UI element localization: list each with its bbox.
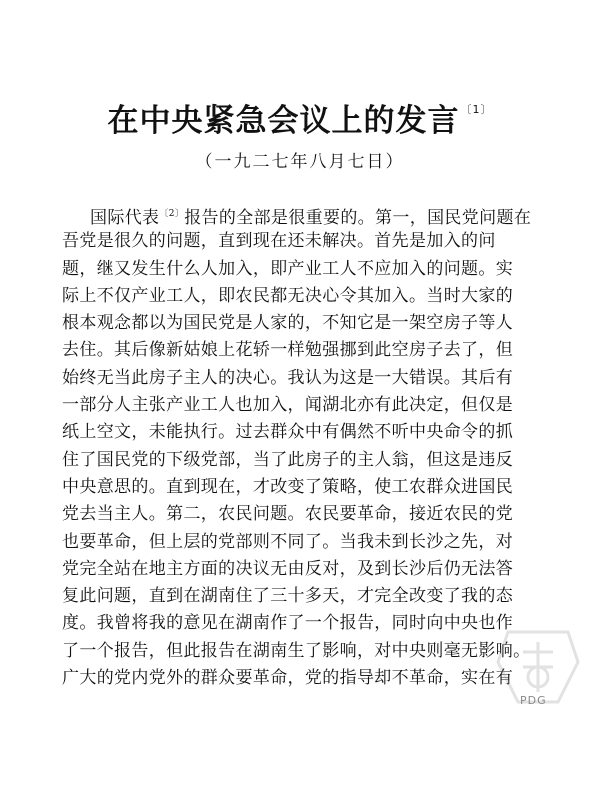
text-line: 也要革命，但上层的党部则不同了。当我未到长沙之先，对 — [62, 531, 514, 552]
watermark-icon — [498, 632, 578, 702]
text-line: 始终无当此房子主人的决心。我认为这是一大错误。其后有 — [62, 367, 514, 388]
watermark-label: PDG — [520, 694, 547, 707]
text-segment: 国际代表 — [90, 208, 160, 228]
text-line: 中央意思的。直到现在，才改变了策略，使工农群众进国民 — [62, 476, 514, 497]
text-line: 党去当主人。第二，农民问题。农民要革命，接近农民的党 — [62, 504, 514, 525]
text-line: 党完全站在地主方面的决议无由反对，及到长沙后仍无法答 — [62, 558, 514, 579]
title-footnote-ref: 〔1〕 — [460, 103, 493, 116]
text-line: 一部分人主张产业工人也加入，闻湖北亦有此决定，但仅是 — [62, 395, 514, 416]
text-line — [62, 201, 552, 228]
page-title — [0, 88, 600, 143]
text-line: 广大的党内党外的群众要革命，党的指导却不革命，实在有 — [62, 668, 514, 689]
text-line: 了一个报告，但此报告在湖南生了影响，对中央则毫无影响。 — [62, 640, 531, 661]
text-line: 吾党是很久的问题，直到现在还未解决。首先是加入的问 — [62, 231, 496, 252]
speech-date: （一九二七年八月七日） — [195, 152, 405, 172]
text-line: 住了国民党的下级党部，当了此房子的主人翁，但这是违反 — [62, 449, 514, 470]
text-line: 根本观念都以为国民党是人家的，不知它是一架空房子等人 — [62, 313, 514, 334]
text-segment: 报告的全部是很重要的。第一，国民党问题在 — [184, 208, 532, 228]
text-line: 题，继又发生什么人加入，即产业工人不应加入的问题。实 — [62, 258, 514, 279]
text-line: 去住。其后像新姑娘上花轿一样勉强挪到此空房子去了，但 — [62, 340, 514, 361]
text-line: 复此问题，直到在湖南住了三十多天，才完全改变了我的态 — [62, 586, 514, 607]
body-paragraph — [62, 201, 552, 692]
text-line: 际上不仅产业工人，即农民都无决心令其加入。当时大家的 — [62, 285, 514, 306]
text-line: 度。我曾将我的意见在湖南作了一个报告，同时向中央也作 — [62, 613, 514, 634]
title-text: 在中央紧急会议上的发言 — [107, 103, 460, 139]
footnote-ref: 〔2〕 — [159, 209, 185, 219]
text-line: 纸上空文，未能执行。过去群众中有偶然不听中央命令的抓 — [62, 422, 514, 443]
